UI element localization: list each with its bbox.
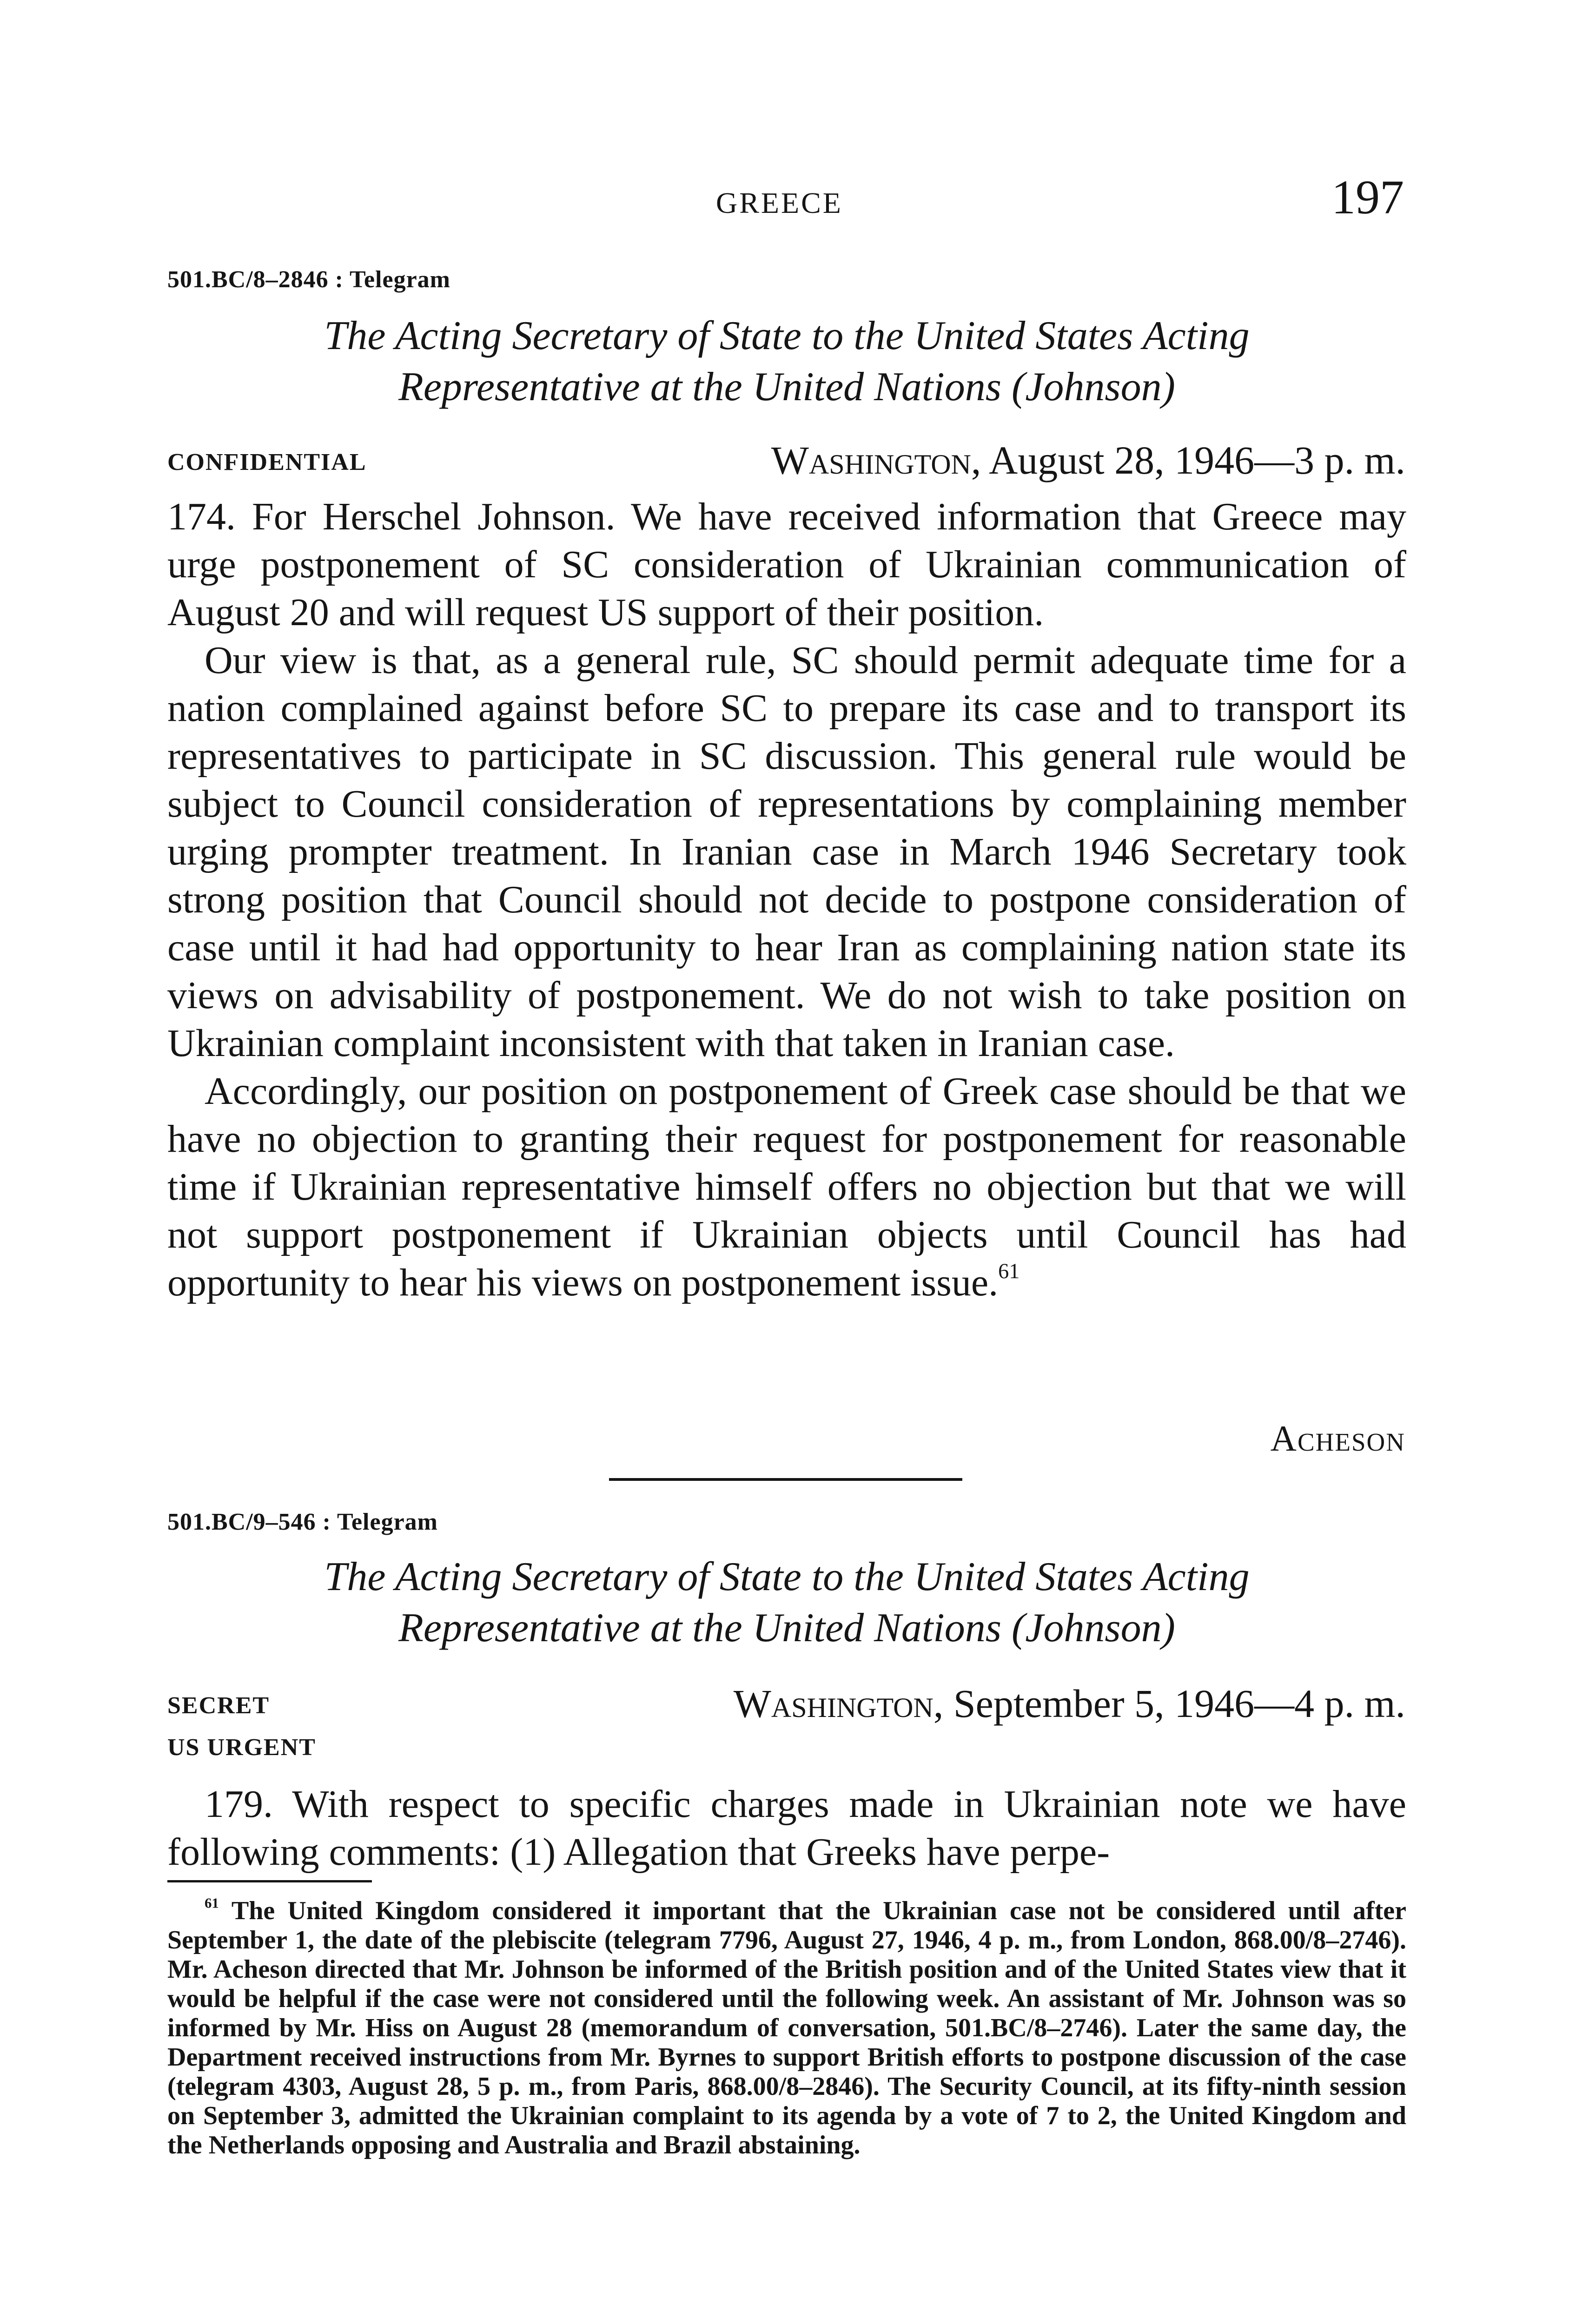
document-title	[167, 1552, 1406, 1654]
title-line: Representative at the United Nations (Johnson)	[398, 364, 1175, 409]
dateline	[734, 1680, 1405, 1727]
page-number: 197	[1331, 171, 1404, 224]
footnote-mark: 61	[205, 1895, 219, 1911]
dateline-place: Washington	[771, 438, 971, 482]
footnote-text: The United Kingdom considered it important that the Ukrainian case not be considered until after September 1, the date of the plebiscite (telegram 7796, August 27, 1946, 4 p. m., from London, 868.00/8–2746). Mr. Acheson directed that Mr. Johnson be informed of the British position and of the United States view that it would be helpful if the case were not considered until the following week. An assistant of Mr. Johnson was so informed by Mr. Hiss on August 28 (memorandum of conversation, 501.BC/8–2746). Later the same day, the Department received instructions from Mr. Byrnes to support British efforts to postpone discussion of the case (telegram 4303, August 28, 5 p. m., from Paris, 868.00/8–2846). The Security Council, at its fifty-ninth session on September 3, admitted the Ukrainian complaint to its agenda by a vote of 7 to 2, the United Kingdom and the Netherlands opposing and Australia and Brazil abstaining.	[167, 1896, 1407, 2159]
classification: SECRET	[167, 1692, 270, 1719]
dateline-date: , August 28, 1946—3 p. m.	[971, 438, 1405, 482]
file-reference: 501.BC/9–546 : Telegram	[167, 1509, 438, 1535]
paragraph: Our view is that, as a general rule, SC should permit adequate time for a nation complained against before SC to prepare its case and to transport its representatives to participate in SC discussion. This general rule would be subject to Council consideration of representations by complaining member urging prompter treatment. In Iranian case in March 1946 Secretary took strong position that Council should not decide to postpone consideration of case until it had had opportunity to hear Iran as complaining nation state its views on advisability of postponement. We do not wish to take position on Ukrainian complaint inconsistent with that taken in Iranian case.	[167, 639, 1406, 1065]
paragraph: 174. For Herschel Johnson. We have received information that Greece may urge postponement of SC consideration of Ukrainian communication of August 20 and will request US support of their position.	[167, 495, 1406, 634]
paragraph	[167, 1067, 1406, 1307]
dateline	[771, 437, 1405, 483]
document-title	[167, 310, 1406, 413]
file-reference: 501.BC/8–2846 : Telegram	[167, 266, 450, 293]
title-line: The Acting Secretary of State to the United States Acting	[324, 313, 1250, 358]
footnote	[167, 1896, 1406, 2160]
paragraph: 179. With respect to specific charges made in Ukrainian note we have following comments: (1) Allegation that Greeks have perpe-	[167, 1783, 1406, 1874]
telegram-body	[167, 1780, 1406, 1876]
footnote-reference[interactable]: 61	[998, 1259, 1020, 1283]
signature: Acheson	[1270, 1418, 1405, 1459]
footnote-paragraph	[167, 1896, 1406, 2160]
telegram-body	[167, 493, 1406, 1307]
footnote-rule	[167, 1880, 372, 1882]
running-head: GREECE	[716, 186, 843, 219]
section-divider	[609, 1478, 962, 1481]
title-line: The Acting Secretary of State to the United States Acting	[324, 1554, 1250, 1599]
classification: US URGENT	[167, 1734, 316, 1761]
classification: CONFIDENTIAL	[167, 449, 367, 475]
title-line: Representative at the United Nations (Johnson)	[398, 1605, 1175, 1651]
dateline-place: Washington	[733, 1681, 933, 1726]
paragraph-text: Accordingly, our position on postponement of Greek case should be that we have no objection to granting their request for postponement for reasonable time if Ukrainian representative himself offers no objection but that we will not support postponement if Ukrainian objects until Council has had opportunity to hear his views on postponement issue.	[167, 1070, 1406, 1304]
dateline-date: , September 5, 1946—4 p. m.	[933, 1681, 1405, 1726]
